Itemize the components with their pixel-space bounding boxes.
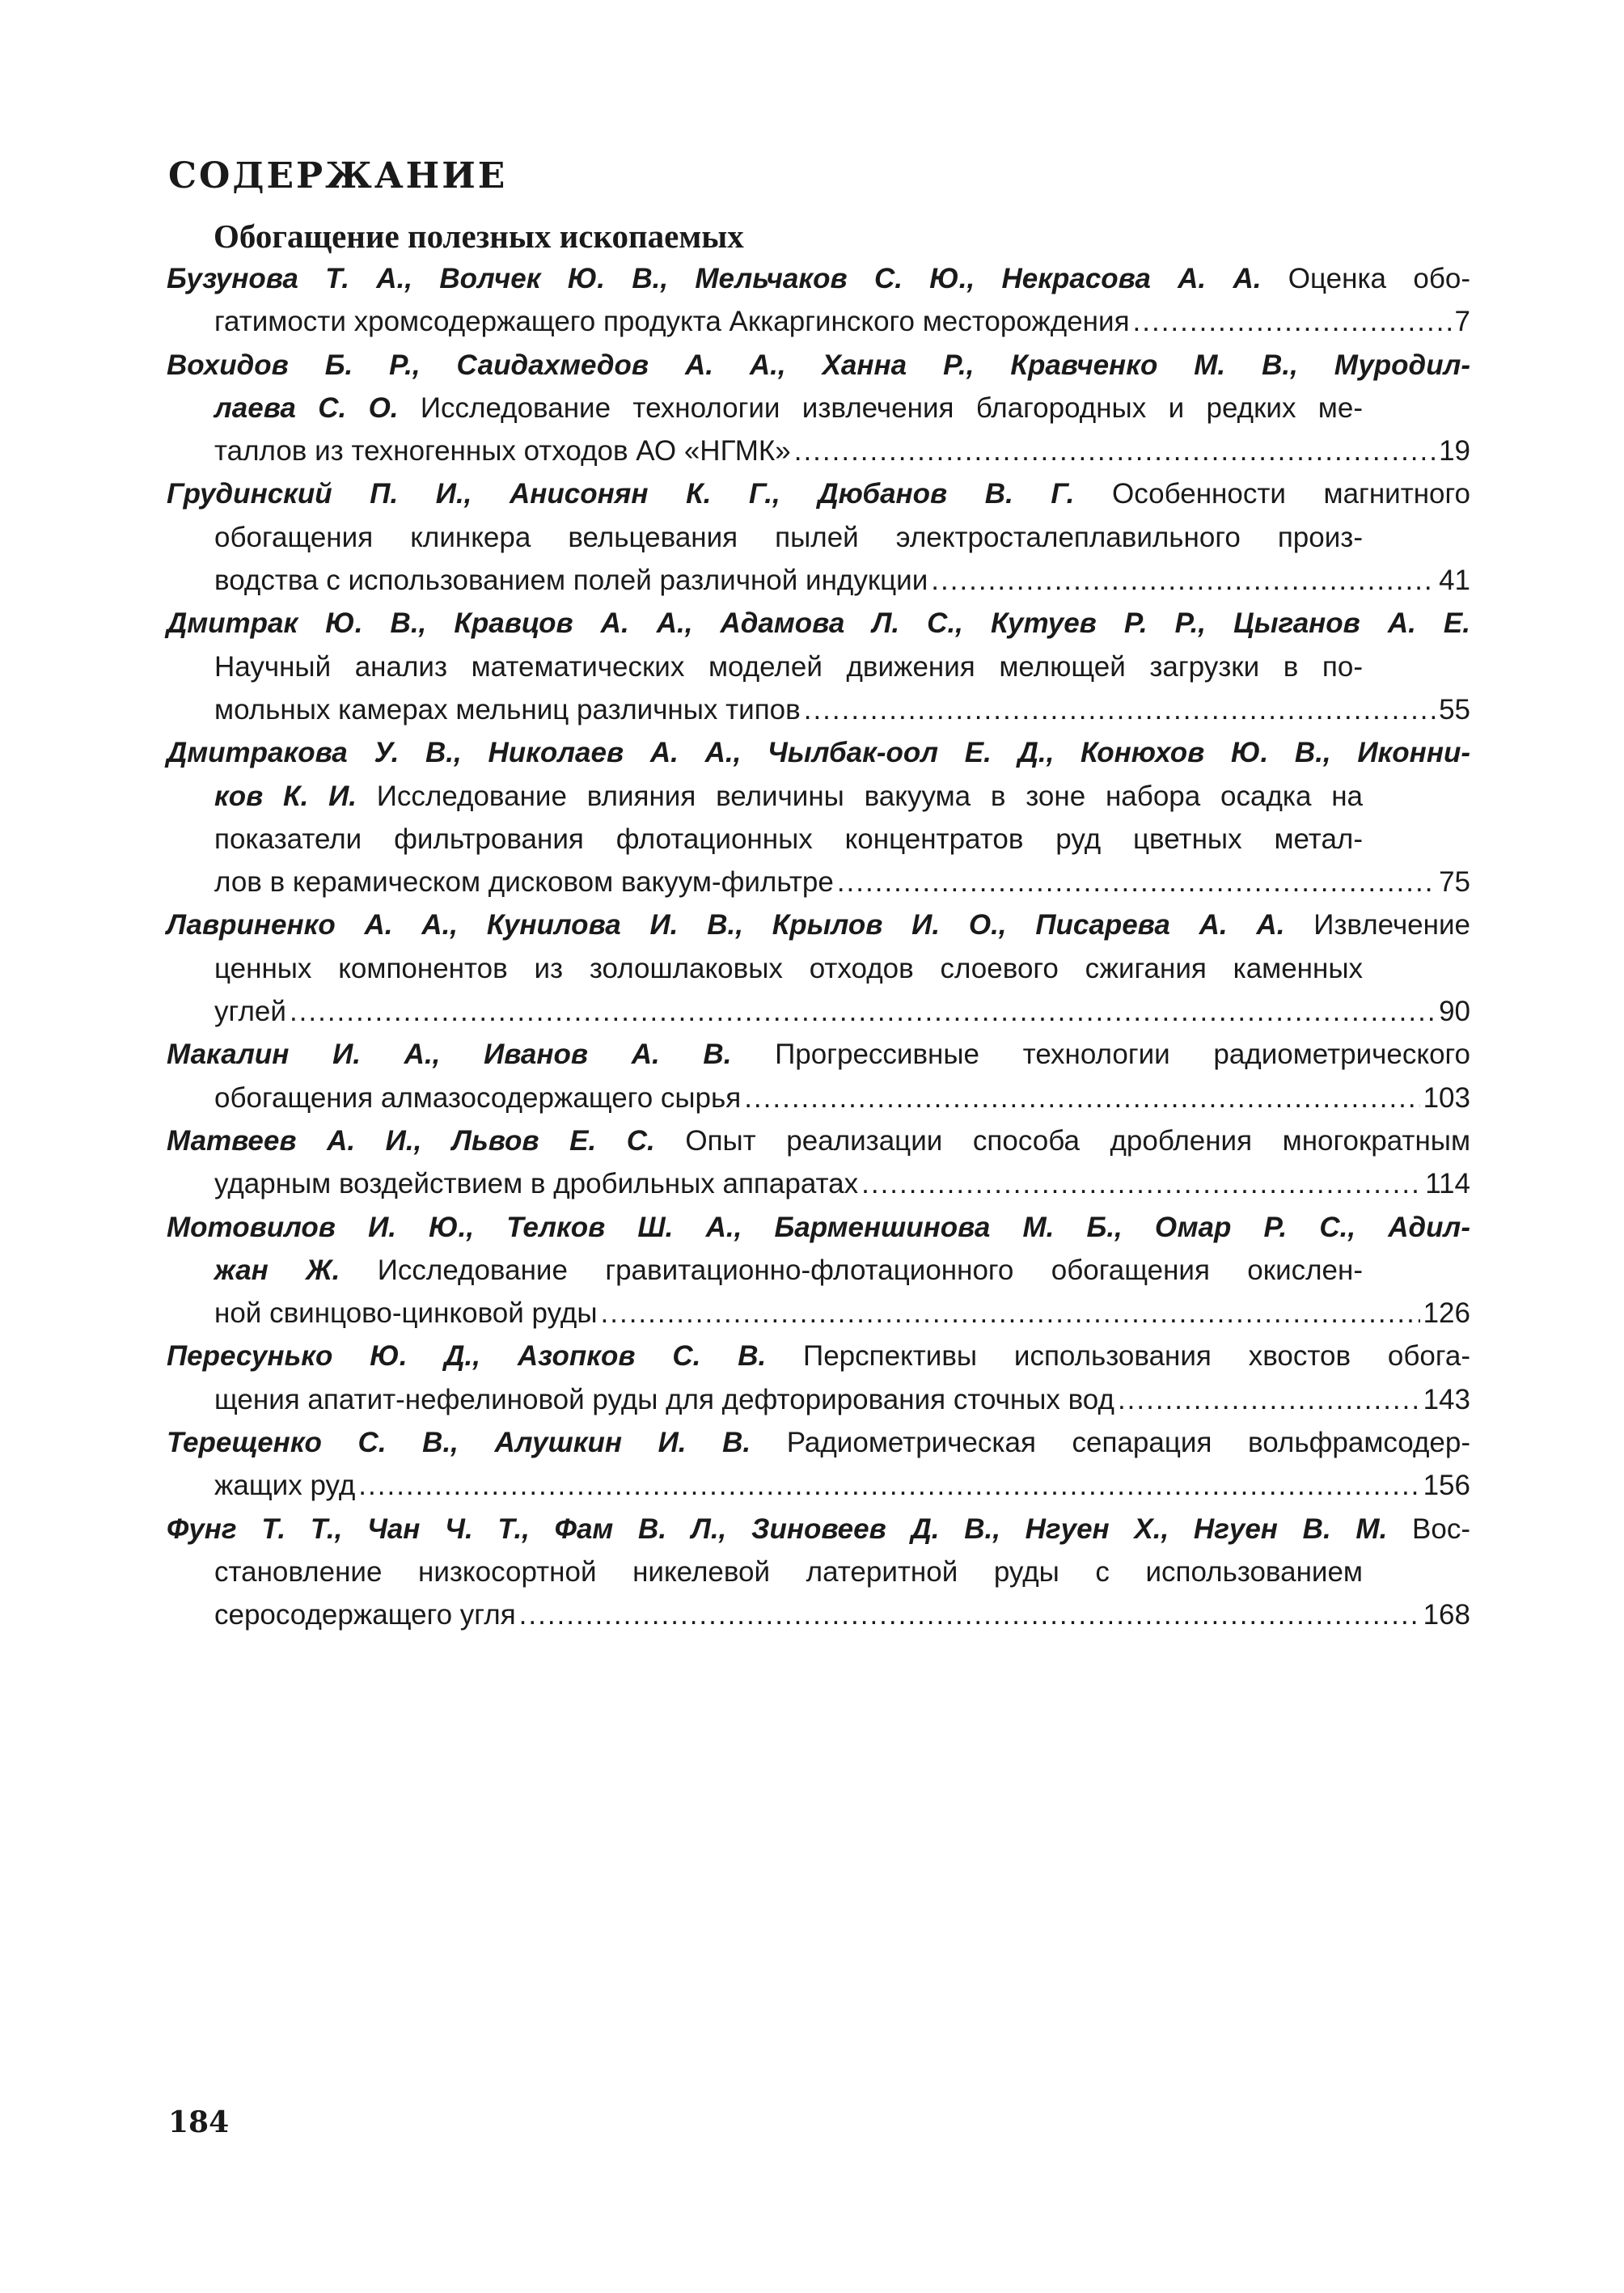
entry-title-end: щения апатит-нефелиновой руды для дефторирования сточных вод xyxy=(214,1383,1114,1415)
entry-first-line xyxy=(167,1335,1470,1377)
dot-leader xyxy=(744,1077,1419,1119)
entry-title-start: Прогрессивные технологии радиометрического xyxy=(731,1039,1470,1071)
entry-title-end: таллов из техногенных отходов АО «НГМК» xyxy=(214,435,791,467)
entry-title-end: жащих руд xyxy=(214,1470,356,1502)
entry-title-start: Оценка обо- xyxy=(1261,263,1470,294)
entry-page-number: 114 xyxy=(1425,1168,1470,1200)
dot-leader xyxy=(290,990,1436,1033)
entry-title-start: Исследование влияния величины вакуума в зоне набора осадка на xyxy=(356,780,1363,812)
entry-title-start: Опыт реализации способа дробления многократным xyxy=(654,1124,1471,1157)
entry-title-start: Особенности магнитного xyxy=(1074,478,1470,510)
entry-title-start: Извлечение xyxy=(1284,909,1470,941)
entry-title-end: серосодержащего угля xyxy=(214,1599,516,1631)
entry-page-number: 75 xyxy=(1439,866,1470,899)
entry-page-number: 90 xyxy=(1439,996,1470,1028)
entry-last-line xyxy=(214,990,1470,1033)
entry-first-line xyxy=(167,257,1470,300)
entry-continuation-line xyxy=(214,1249,1363,1292)
dot-leader xyxy=(804,688,1436,731)
toc-entry[interactable] xyxy=(167,602,1470,731)
entry-page-number: 103 xyxy=(1423,1081,1470,1114)
entry-title-end: мольных камерах мельниц различных типов xyxy=(214,693,801,726)
entry-authors: Дмитрак Ю. В., Кравцов А. А., Адамова Л. С., Кутуев Р. Р., Цыганов А. Е. xyxy=(167,607,1470,640)
entry-authors: Макалин И. А., Иванов А. В. xyxy=(167,1039,732,1071)
entry-last-line xyxy=(214,1593,1470,1636)
entry-last-line xyxy=(214,1077,1470,1119)
dot-leader xyxy=(861,1162,1422,1205)
toc-entry[interactable] xyxy=(167,257,1470,344)
entry-title-middle: обогащения клинкера вельцевания пылей электросталеплавильного произ- xyxy=(214,521,1363,553)
entry-last-line xyxy=(214,559,1470,602)
toc-entry[interactable] xyxy=(167,1508,1470,1637)
entry-title-end: углей xyxy=(214,996,286,1028)
entry-page-number: 143 xyxy=(1423,1383,1470,1415)
entry-continuation-line xyxy=(214,387,1363,429)
page-number: 184 xyxy=(168,2105,230,2139)
entry-title-middle: становление низкосортной никелевой латеритной руды с использованием xyxy=(214,1555,1363,1588)
entry-page-number: 19 xyxy=(1439,435,1470,467)
toc-entry[interactable] xyxy=(167,1033,1470,1119)
entry-authors: Терещенко С. В., Алушкин И. В. xyxy=(167,1427,751,1459)
entry-title-middle: показатели фильтрования флотационных концентратов руд цветных метал- xyxy=(214,823,1363,855)
entry-page-number: 156 xyxy=(1423,1470,1470,1502)
entry-authors: Вохидов Б. Р., Саидахмедов А. А., Ханна Р., Кравченко М. В., Муродил- xyxy=(167,349,1470,381)
entry-title-middle: ценных компонентов из золошлаковых отходов слоевого сжигания каменных xyxy=(214,952,1363,984)
dot-leader xyxy=(794,429,1436,472)
entry-title-start: Вос- xyxy=(1387,1512,1470,1545)
toc-entry[interactable] xyxy=(167,1335,1470,1421)
entry-authors: Бузунова Т. А., Волчек Ю. В., Мельчаков С. Ю., Некрасова А. А. xyxy=(167,263,1262,294)
entry-title-end: обогащения алмазосодержащего сырья xyxy=(214,1081,742,1114)
toc-entry[interactable] xyxy=(167,731,1470,903)
entry-title-middle: Научный анализ математических моделей движения мелющей загрузки в по- xyxy=(214,650,1363,683)
entry-page-number: 41 xyxy=(1439,565,1470,597)
entry-last-line xyxy=(214,300,1470,343)
toc-entry[interactable] xyxy=(167,1206,1470,1335)
dot-leader xyxy=(358,1464,1419,1507)
entry-page-number: 7 xyxy=(1454,306,1470,338)
entry-title-end: водства с использованием полей различной индукции xyxy=(214,565,928,597)
entry-first-line xyxy=(167,1508,1470,1551)
entry-title-end: лов в керамическом дисковом вакуум-фильтре xyxy=(214,866,834,899)
entry-authors: Матвеев А. И., Львов Е. С. xyxy=(167,1124,655,1157)
toc-entry[interactable] xyxy=(167,903,1470,1033)
entry-last-line xyxy=(214,1162,1470,1205)
dot-leader xyxy=(1118,1378,1420,1421)
entry-title-end: ударным воздействием в дробильных аппаратах xyxy=(214,1168,859,1200)
dot-leader xyxy=(931,559,1436,602)
entry-last-line xyxy=(214,1464,1470,1507)
entry-authors-continued: лаева С. О. xyxy=(214,391,399,424)
entry-last-line xyxy=(214,861,1470,903)
entry-continuation-line xyxy=(214,775,1363,818)
entry-page-number: 168 xyxy=(1423,1599,1470,1631)
toc-entry[interactable] xyxy=(167,1119,1470,1206)
toc-title: СОДЕРЖАНИЕ xyxy=(168,155,508,197)
entry-authors: Пересунько Ю. Д., Азопков С. В. xyxy=(167,1340,767,1373)
entry-first-line xyxy=(167,903,1470,946)
entry-authors-continued: ков К. И. xyxy=(214,780,357,812)
entry-page-number: 55 xyxy=(1439,693,1470,726)
entry-last-line xyxy=(214,1378,1470,1421)
entry-first-line xyxy=(167,1119,1470,1162)
entry-last-line xyxy=(214,688,1470,731)
entry-authors: Дмитракова У. В., Николаев А. А., Чылбак-оол Е. Д., Конюхов Ю. В., Иконни- xyxy=(167,737,1470,769)
dot-leader xyxy=(601,1292,1420,1335)
entry-authors: Грудинский П. И., Анисонян К. Г., Дюбанов В. Г. xyxy=(167,478,1075,510)
entry-first-line xyxy=(167,1033,1470,1076)
dot-leader xyxy=(519,1593,1420,1636)
entry-last-line xyxy=(214,429,1470,472)
entry-authors: Фунг Т. Т., Чан Ч. Т., Фам В. Л., Зиновеев Д. В., Нгуен Х., Нгуен В. М. xyxy=(167,1512,1388,1545)
entry-title-start: Перспективы использования хвостов обога- xyxy=(766,1340,1471,1373)
entry-first-line xyxy=(167,472,1470,515)
entry-title-start: Исследование гравитационно-флотационного обогащения окислен- xyxy=(340,1254,1363,1286)
entry-authors: Лавриненко А. А., Кунилова И. В., Крылов И. О., Писарева А. А. xyxy=(167,909,1285,941)
toc-entry[interactable] xyxy=(167,1421,1470,1508)
dot-leader xyxy=(837,861,1436,903)
entry-title-start: Исследование технологии извлечения благородных и редких ме- xyxy=(398,391,1363,424)
entry-title-end: гатимости хромсодержащего продукта Аккаргинского месторождения xyxy=(214,306,1130,338)
entry-page-number: 126 xyxy=(1423,1297,1470,1330)
toc-entry[interactable] xyxy=(167,344,1470,473)
entry-last-line xyxy=(214,1292,1470,1335)
entry-authors-continued: жан Ж. xyxy=(214,1254,340,1286)
dot-leader xyxy=(1133,300,1452,343)
toc-entry[interactable] xyxy=(167,472,1470,602)
entry-title-end: ной свинцово-цинковой руды xyxy=(214,1297,598,1330)
section-title: Обогащение полезных ископаемых xyxy=(214,218,744,255)
entry-first-line xyxy=(167,1421,1470,1464)
toc-entry-list xyxy=(167,257,1470,1637)
entry-title-start: Радиометрическая сепарация вольфрамсодер- xyxy=(751,1427,1470,1459)
entry-authors: Мотовилов И. Ю., Телков Ш. А., Барменшинова М. Б., Омар Р. С., Адил- xyxy=(167,1211,1470,1243)
